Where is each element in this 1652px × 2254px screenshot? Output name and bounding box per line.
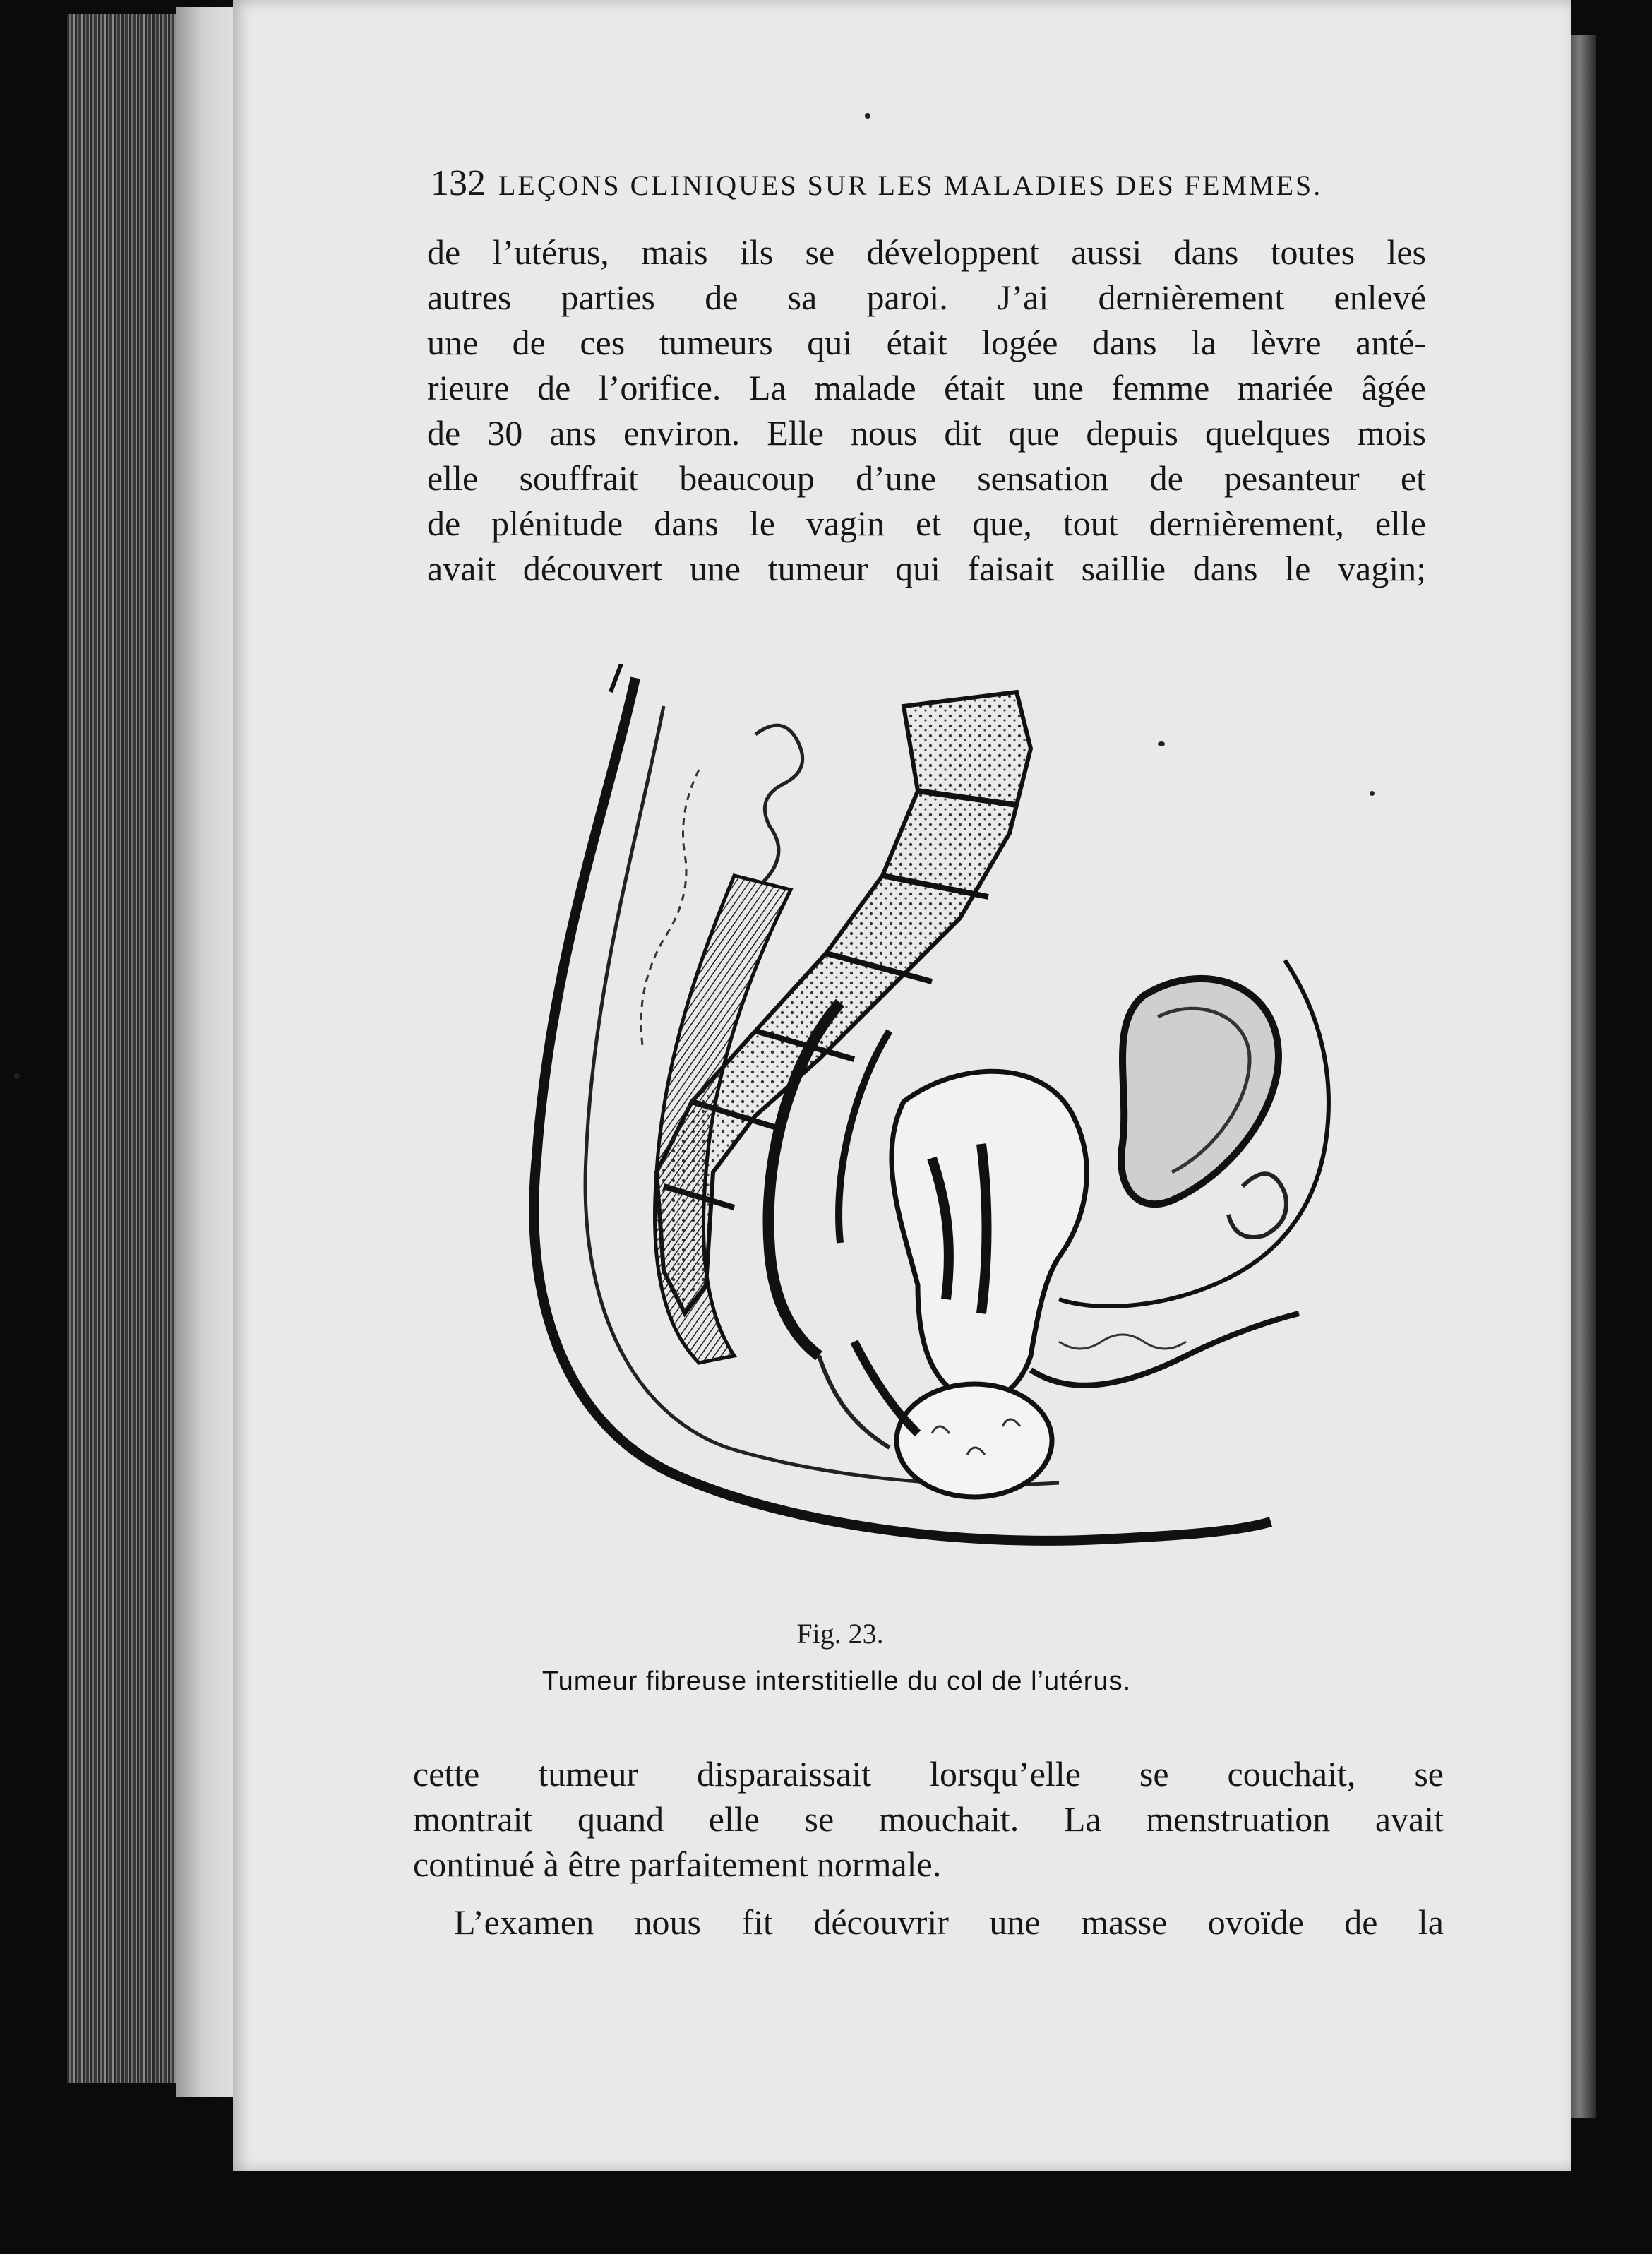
text-line: de 30 ans environ. Elle nous dit que depuis quelques mois: [427, 413, 1426, 453]
scan-speck: [865, 113, 870, 119]
paragraph-3: [413, 1900, 1444, 1945]
running-title: LEÇONS CLINIQUES SUR LES MALADIES DES FEMMES.: [498, 169, 1323, 201]
fibroid-tumor: [897, 1384, 1052, 1497]
running-header: [431, 162, 1384, 212]
figure-caption: Tumeur fibreuse interstitielle du col de l’utérus.: [541, 1666, 1132, 1696]
scan-speck: [1158, 741, 1165, 746]
text-line: elle souffrait beaucoup d’une sensation de pesanteur et: [427, 458, 1426, 498]
text-line: avait découvert une tumeur qui faisait saillie dans le vagin;: [427, 549, 1426, 588]
page-number: 132: [431, 163, 486, 203]
text-line: une de ces tumeurs qui était logée dans la lèvre anté-: [427, 323, 1426, 362]
text-line: continué à être parfaitement normale.: [413, 1844, 942, 1884]
text-line: cette tumeur disparaissait lorsqu’elle se couchait, se: [413, 1754, 1444, 1794]
figure-number: Fig. 23.: [796, 1618, 884, 1650]
bladder: [1121, 979, 1279, 1204]
text-line: montrait quand elle se mouchait. La menstruation avait: [413, 1799, 1444, 1839]
book-page-edge-light: [176, 7, 240, 2097]
book-page-edges: [67, 14, 180, 2083]
paragraph-2: [413, 1751, 1444, 1887]
text-line: autres parties de sa paroi. J’ai dernièrement enlevé: [427, 278, 1426, 317]
anatomical-illustration: [522, 664, 1355, 1596]
text-line: L’examen nous fit découvrir une masse ovoïde de la: [454, 1902, 1444, 1942]
text-line: rieure de l’orifice. La malade était une femme mariée âgée: [427, 368, 1426, 407]
text-line: de l’utérus, mais ils se développent aussi dans toutes les: [427, 232, 1426, 272]
paragraph-1: [427, 229, 1426, 591]
scan-speck: [1370, 791, 1375, 796]
scan-speck: [14, 1073, 20, 1079]
text-line: de plénitude dans le vagin et que, tout dernièrement, elle: [427, 503, 1426, 543]
